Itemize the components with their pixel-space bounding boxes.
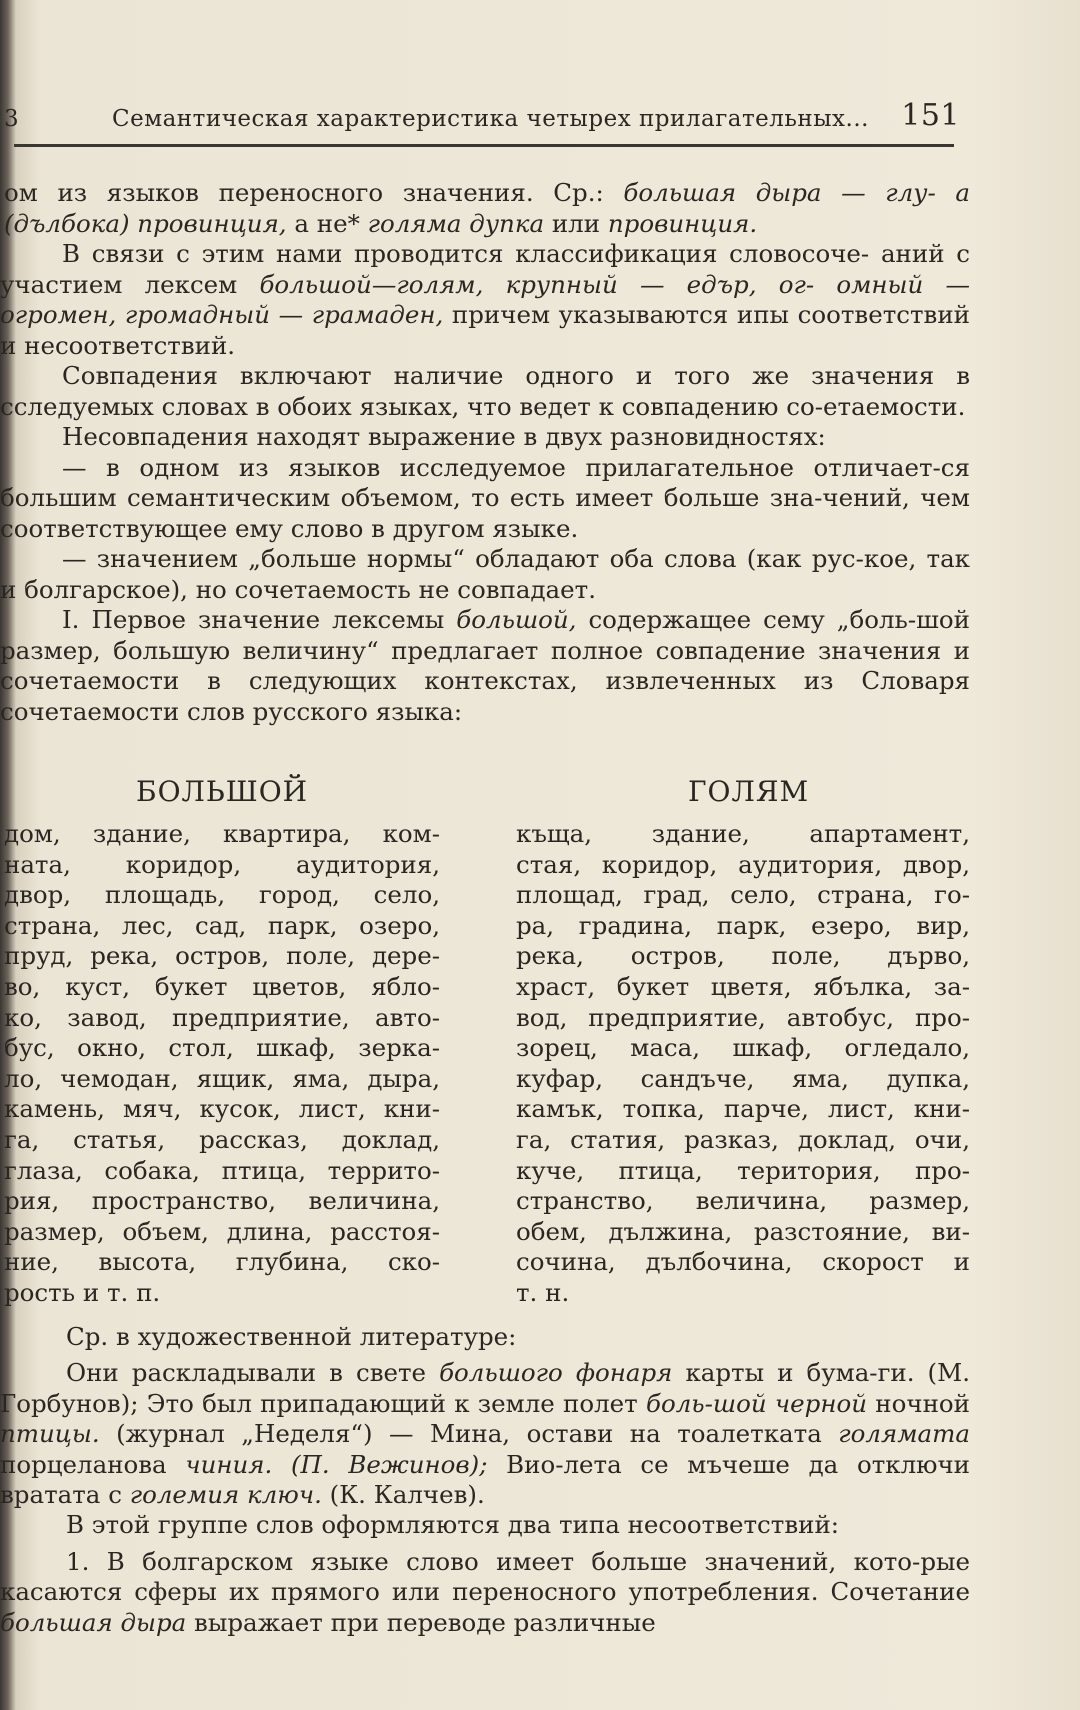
page-number-left: 3 (4, 106, 20, 132)
paragraph-2: В связи с этим нами проводится классификация словосоче- аний с участием лексем большой—голям, крупный — едър, ог- омный — огромен, громадный — грамаден, причем указываются ипы соответствий и несоответствий. (0, 239, 971, 360)
paragraph-10: В этой группе слов оформляются два типа несоответствий: (66, 1510, 840, 1540)
list-item: страна, лес, сад, парк, озеро, (4, 910, 440, 940)
list-item: стая, коридор, аудитория, двор, (516, 849, 970, 879)
list-item: ко, завод, предприятие, авто- (4, 1002, 440, 1032)
list-item: къща, здание, апартамент, (516, 819, 970, 848)
list-item: ние, высота, глубина, ско- (4, 1247, 440, 1277)
literature-examples (0, 1322, 970, 1638)
list-item: камък, топка, парче, лист, кни- (516, 1094, 970, 1124)
list-item: дом, здание, квартира, ком- (4, 819, 440, 848)
header-rule (14, 144, 954, 147)
list-item: сочина, дълбочина, скорост и (516, 1247, 970, 1277)
left-column-title: БОЛЬШОЙ (136, 775, 309, 808)
paragraph-3: Совпадения включают наличие одного и того же значения в сследуемых словах в обоих языках, что ведет к совпадению со-етаемости. (0, 361, 970, 421)
list-item: бус, окно, стол, шкаф, зерка- (4, 1033, 440, 1063)
list-item: куфар, сандъче, яма, дупка, (516, 1063, 970, 1093)
paragraph-8: Ср. в художественной литературе: (66, 1322, 517, 1351)
list-item: га, статия, разказ, доклад, очи, (516, 1124, 970, 1154)
list-item: ло, чемодан, ящик, яма, дыра, (4, 1063, 440, 1093)
paragraph-7: I. Первое значение лексемы большой, содержащее сему „боль-шой размер, большую величину“ предлагает полное совпадение значения и сочетаемости в следующих контекстах, извлеченных из Словаря сочетаемости слов русского языка: (0, 605, 970, 726)
list-item: т. н. (516, 1277, 570, 1307)
list-item: рия, пространство, величина, (4, 1186, 440, 1216)
left-column (4, 819, 440, 1309)
list-item: река, остров, поле, дърво, (516, 941, 970, 971)
list-item: зорец, маса, шкаф, огледало, (516, 1033, 970, 1063)
list-item: площад, град, село, страна, го- (516, 880, 970, 910)
running-title: Семантическая характеристика четырех прилагательных... (112, 106, 869, 132)
list-item: камень, мяч, кусок, лист, кни- (4, 1094, 440, 1124)
list-item: во, куст, букет цветов, ябло- (4, 971, 440, 1001)
list-item: размер, объем, длина, расстоя- (4, 1216, 440, 1246)
list-item: пруд, река, остров, поле, дере- (4, 941, 440, 971)
list-item: глаза, собака, птица, террито- (4, 1155, 440, 1185)
paragraph-5: — в одном из языков исследуемое прилагательное отличает-ся большим семантическим объемом, то есть имеет больше зна-чений, чем соответствующее ему слово в другом языке. (0, 452, 970, 543)
list-item: двор, площадь, город, село, (4, 880, 440, 910)
paragraph-1: ом из языков переносного значения. Ср.: большая дыра — глу- а (дълбока) провинция, а не* голяма дупка или провинция. (4, 178, 971, 238)
paragraph-4: Несовпадения находят выражение в двух разновидностях: (62, 422, 826, 451)
right-column (516, 819, 970, 1309)
list-item: обем, дължина, разстояние, ви- (516, 1216, 970, 1246)
list-item: куче, птица, територия, про- (516, 1155, 970, 1185)
page-number: 151 (901, 98, 960, 133)
main-text (0, 178, 970, 727)
list-item: храст, букет цветя, ябълка, за- (516, 971, 970, 1001)
right-column-title: ГОЛЯМ (688, 775, 810, 808)
list-item: ната, коридор, аудитория, (4, 849, 440, 879)
paragraph-6: — значением „больше нормы“ обладают оба слова (как рус-кое, так и болгарское), но сочетаемость не совпадает. (0, 544, 970, 604)
list-item: ра, градина, парк, езеро, вир, (516, 910, 970, 940)
list-item: га, статья, рассказ, доклад, (4, 1124, 440, 1154)
running-header (0, 96, 960, 136)
list-item: странство, величина, размер, (516, 1186, 970, 1216)
paragraph-11: 1. В болгарском языке слово имеет больше значений, кото-рые касаются сферы их прямого или переносного употребления. Сочетание большая дыра выражает при переводе различные (0, 1546, 970, 1637)
paragraph-9: Они раскладывали в свете большого фонаря карты и бума-ги. (М. Горбунов); Это был припадающий к земле полет боль-шой черной ночной птицы. (журнал „Неделя“) — Мина, остави на тоалетката голямата порцеланова чиния. (П. Вежинов); Вио-лета се мъчеше да отключи вратата с големия ключ. (К. Калчев). (0, 1358, 970, 1510)
list-item: вод, предприятие, автобус, про- (516, 1002, 970, 1032)
list-item: рость и т. п. (4, 1277, 161, 1307)
comparison-columns (0, 775, 970, 1315)
